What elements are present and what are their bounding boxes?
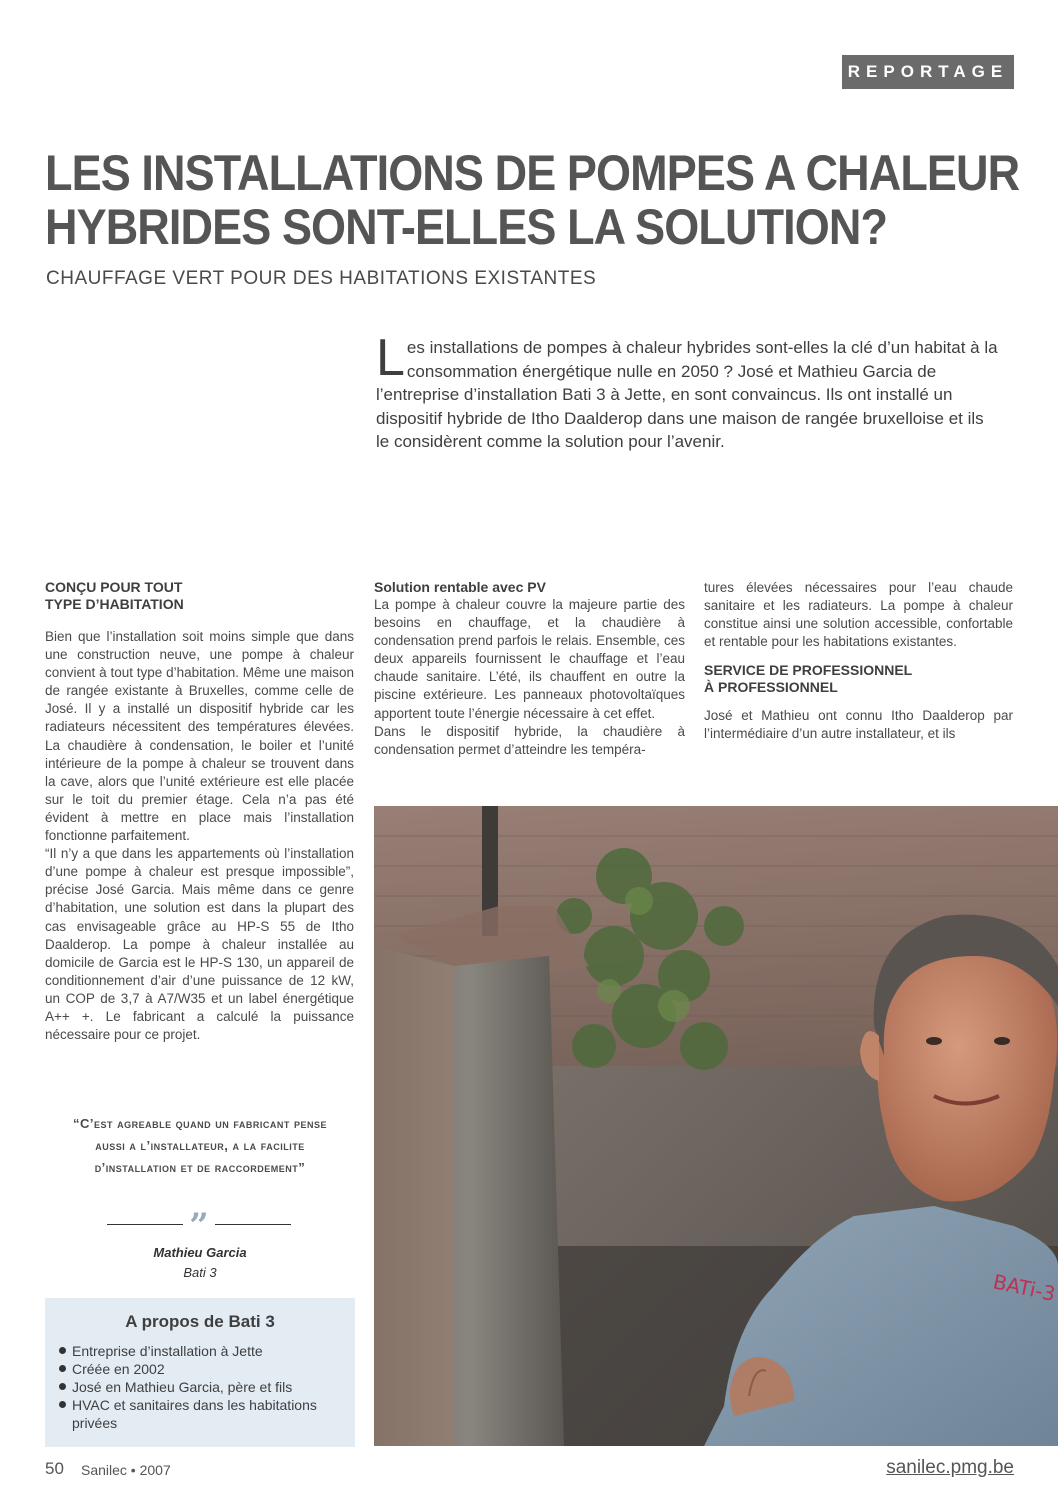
article-photo xyxy=(374,806,1058,1446)
col1-paragraph-2: “Il n’y a que dans les appartements où l’installation d’une pompe à chaleur est presque impossible”, précise José Garcia. Mais même dans ce genre d’habitation, une solution est dans la plupart des cas envisageable grâce au HP-S 55 de Itho Daalderop. La pompe à chaleur installée au domicile de Garcia est le HP-S 130, un appareil de conditionnement d’air d’une puissance de 12 kW, un COP de 3,7 à A7/W35 et un label énergétique A++ +. Le fabricant a calculé la puissance nécessaire pour ce projet. xyxy=(45,846,354,1043)
column-3 xyxy=(704,579,1013,744)
col1-paragraph-1: Bien que l’installation soit moins simple que dans une construction neuve, une pompe à chaleur convient à tout type d’habitation. Même une maison de rangée existante à Bruxelles, comme celle de José. Il y a installé un dispositif hybride car les radiateurs nécessitent des températures élevées. La chaudière à condensation, le boiler et l’unité intérieure de la pompe à chaleur se trouvent dans la cave, alors que l’unité extérieure est elle placée sur le toit du premier étage. Cela n’a pas été évident à mettre en place mais l’installation fonctionne parfaitement. xyxy=(45,629,354,844)
column-1 xyxy=(45,579,354,1044)
title-line-1: LES INSTALLATIONS DE POMPES A CHALEUR xyxy=(45,145,1020,201)
col3-heading-line-2: À PROFESSIONNEL xyxy=(704,679,838,696)
about-box-list xyxy=(59,1342,341,1432)
divider-line-right xyxy=(215,1224,291,1225)
col2-paragraph-1: La pompe à chaleur couvre la majeure partie des besoins en chauffage, et la chaudière à condensation prend parfois le relais. Ensemble, ces deux appareils fournissent le chauffage et l’eau chaude sanitaire. L’été, ils chauffent en outre la piscine extérieure. Les panneaux photovoltaïques apportent toute l’énergie nécessaire à cet effet. xyxy=(374,597,685,721)
col1-heading-line-2: TYPE D’HABITATION xyxy=(45,596,184,612)
shirt-logo-text: BATi-3 xyxy=(990,1269,1058,1306)
quote-company: Bati 3 xyxy=(183,1265,217,1280)
column-2 xyxy=(374,579,685,759)
col1-heading xyxy=(45,579,354,613)
website-link[interactable]: sanilec.pmg.be xyxy=(886,1457,1014,1478)
article-subtitle: CHAUFFAGE VERT POUR DES HABITATIONS EXISTANTES xyxy=(46,268,597,289)
page-number: 50 xyxy=(45,1459,64,1478)
col2-heading: Solution rentable avec PV xyxy=(374,579,546,595)
col3-paragraph-1: tures élevées nécessaires pour l’eau chaude sanitaire et les radiateurs. La pompe à chaleur constitue ainsi une solution accessible, confortable et rentable pour les habitations existantes. xyxy=(704,580,1013,650)
quote-mark-icon: ” xyxy=(189,1206,209,1246)
intro-text: es installations de pompes à chaleur hybrides sont-elles la clé d’un habitat à la consommation énergétique nulle en 2050 ? José et Mathieu Garcia de l’entreprise d’installation Bati 3 à Jette, en sont convaincus. Ils ont installé un dispositif hybride de Itho Daalderop dans une maison de rangée bruxelloise et ils le considèrent comme la solution pour l’avenir. xyxy=(376,338,998,451)
title-line-2: HYBRIDES SONT-ELLES LA SOLUTION? xyxy=(45,199,888,255)
list-item: HVAC et sanitaires dans les habitations privées xyxy=(59,1396,341,1432)
photo-illustration xyxy=(374,806,1058,1446)
about-box-title: A propos de Bati 3 xyxy=(125,1312,275,1331)
col3-heading xyxy=(704,662,1013,696)
quote-divider xyxy=(107,1206,291,1246)
about-box xyxy=(45,1298,355,1447)
col3-paragraph-2: José et Mathieu ont connu Itho Daalderop par l’intermédiaire d’un autre installateur, et ils xyxy=(704,708,1013,742)
intro-paragraph xyxy=(376,329,1001,454)
list-item: Créée en 2002 xyxy=(59,1360,341,1378)
col2-paragraph-2: Dans le dispositif hybride, la chaudière à condensation permet d’atteindre les tempéra- xyxy=(374,723,685,757)
quote-author: Mathieu Garcia xyxy=(153,1245,247,1260)
divider-line-left xyxy=(107,1224,183,1225)
pull-quote: “C’est agreable quand un fabricant pense aussi a l’installateur, a la facilite d’installation et de raccordement” xyxy=(72,1116,328,1175)
col1-heading-line-1: CONÇU POUR TOUT xyxy=(45,579,183,595)
list-item: José en Mathieu Garcia, père et fils xyxy=(59,1378,341,1396)
magazine-name: Sanilec • 2007 xyxy=(81,1462,171,1478)
dropcap: L xyxy=(376,329,405,387)
article-title xyxy=(45,145,1020,255)
section-tag: REPORTAGE xyxy=(842,55,1014,89)
col3-heading-line-1: SERVICE DE PROFESSIONNEL xyxy=(704,662,913,679)
list-item: Entreprise d’installation à Jette xyxy=(59,1342,341,1360)
